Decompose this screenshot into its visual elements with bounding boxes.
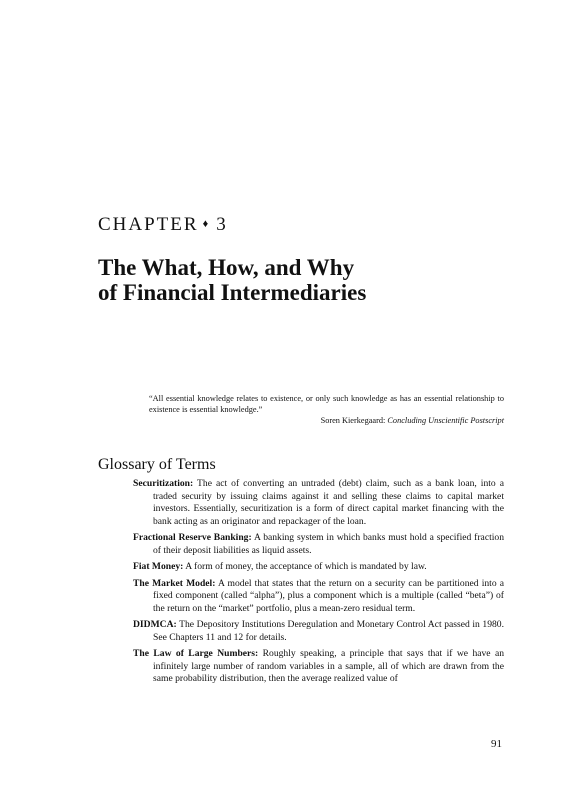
glossary-term: DIDMCA: [133,619,177,630]
chapter-title-line-2: of Financial Intermediaries [98,280,367,305]
chapter-label [98,213,228,236]
glossary-entry [133,578,504,616]
epigraph-quote: “All essential knowledge relates to existence, or only such knowledge as has an essential relationship to existence is essential knowledge.” [149,394,504,414]
chapter-title [98,255,498,305]
glossary-definition: A model that states that the return on a security can be partitioned into a fixed component (called “alpha”), plus a component which is a multiple (called “beta”) of the return on the “market” portfolio, plus a mean-zero residual term. [153,577,504,614]
glossary-term: Fractional Reserve Banking: [133,532,252,543]
epigraph-author: Soren Kierkegaard: [320,416,386,425]
glossary-entry [133,619,504,644]
glossary-definition: The Depository Institutions Deregulation and Monetary Control Act passed in 1980. See Chapters 11 and 12 for details. [153,619,504,643]
chapter-word: CHAPTER [98,214,199,235]
epigraph [149,393,504,426]
page-number: 91 [491,738,502,750]
chapter-number: 3 [216,214,228,235]
epigraph-work: Concluding Unscientific Postscript [387,416,504,425]
epigraph-attribution [149,415,504,426]
glossary-list [133,478,504,690]
glossary-heading: Glossary of Terms [98,456,216,473]
glossary-entry [133,561,504,574]
glossary-definition: The act of converting an untraded (debt) claim, such as a bank loan, into a traded security by issuing claims against it and selling these claims to capital market investors. Essentially, securitization is a form of direct capital market financing with the bank acting as an originator and repackager of the loan. [153,478,504,527]
glossary-entry [133,532,504,557]
glossary-definition: A form of money, the acceptance of which is mandated by law. [183,561,427,572]
diamond-separator-icon: ♦ [202,218,211,230]
chapter-title-line-1: The What, How, and Why [98,255,355,280]
glossary-term: The Market Model: [133,577,216,589]
glossary-term: The Law of Large Numbers: [133,648,259,659]
glossary-definition: Roughly speaking, a principle that says that if we have an infinitely large number of random variables in a sample, all of which are drawn from the same probability distribution, then the average realized value of [153,648,505,684]
glossary-definition: A banking system in which banks must hold a specified fraction of their deposit liabilities as liquid assets. [153,532,504,556]
glossary-entry [133,648,504,686]
glossary-term: Fiat Money: [133,561,184,572]
glossary-entry [133,478,504,528]
glossary-term: Securitization: [133,478,194,489]
